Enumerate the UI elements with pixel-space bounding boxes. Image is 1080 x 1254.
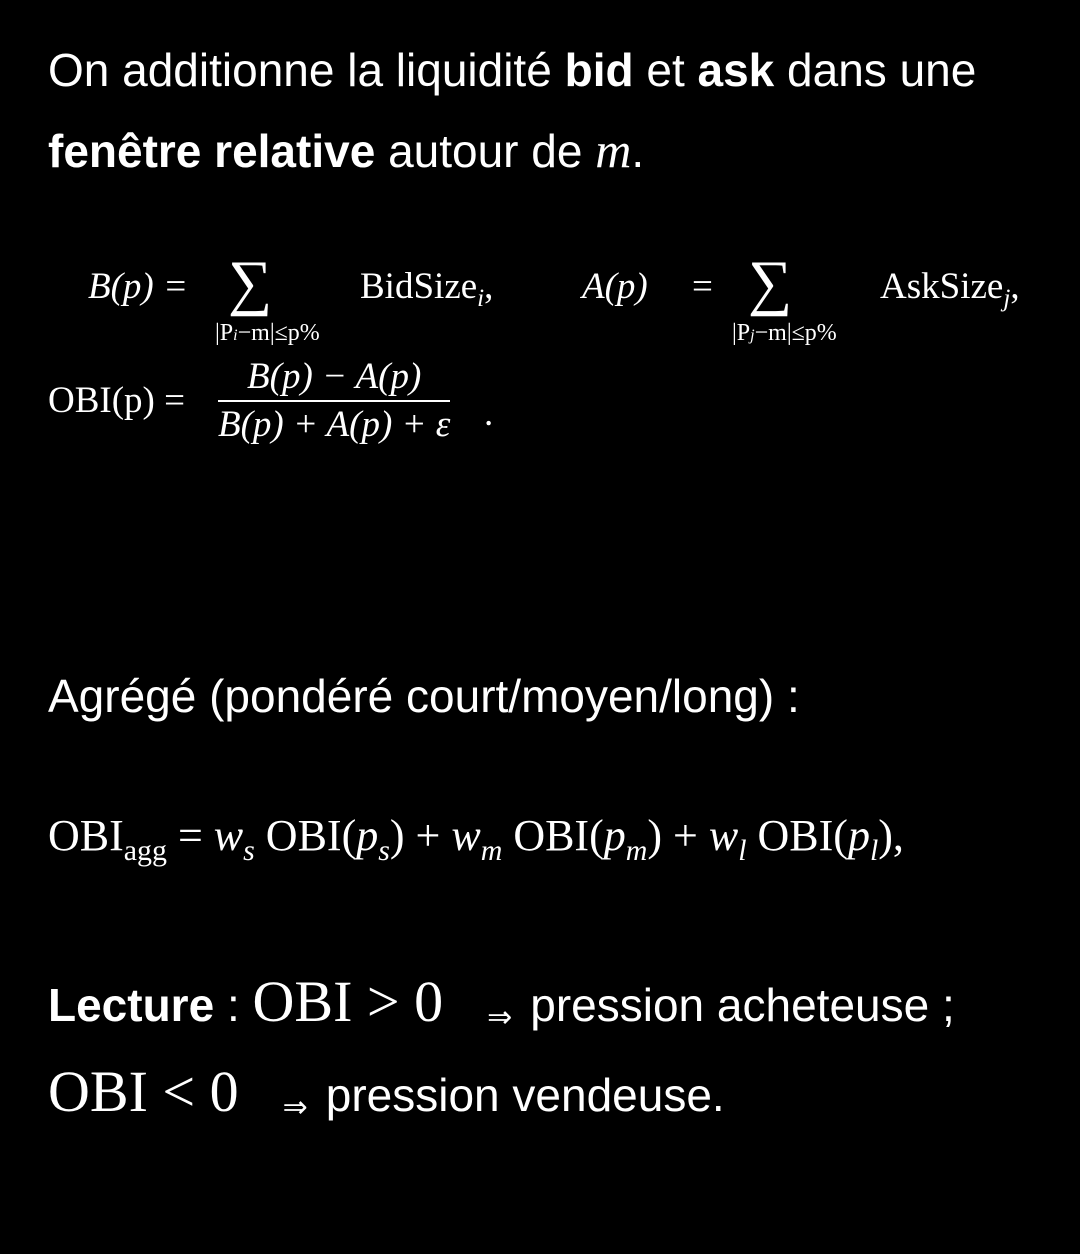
- fraction-bar: [218, 400, 450, 402]
- b-lhs-text: B(p) =: [88, 266, 188, 307]
- b-range-idx: i: [233, 327, 238, 344]
- b-sum-range: [215, 320, 320, 347]
- agg-p2-idx: m: [625, 833, 648, 867]
- reading-paragraph: [48, 962, 1040, 1142]
- a-eq-sign: =: [692, 266, 713, 307]
- agg-obi2: OBI(: [502, 811, 604, 860]
- b-term-idx: i: [477, 285, 485, 313]
- agg-end: ),: [878, 811, 904, 860]
- b-sigma: [228, 249, 273, 317]
- b-range-rest: −m|≤p%: [237, 320, 320, 346]
- implies-arrow-icon: ⇒: [487, 1001, 513, 1034]
- obi-fraction: [218, 358, 450, 443]
- a-term-text: AskSize: [880, 266, 1004, 307]
- agg-p2: p: [603, 811, 626, 860]
- a-sigma-symbol: ∑: [748, 249, 793, 317]
- agg-p3: p: [847, 811, 870, 860]
- agg-w2-idx: m: [480, 833, 503, 867]
- reading-cond-positive: OBI > 0: [252, 969, 444, 1034]
- agg-plus2: ) +: [647, 811, 709, 860]
- obi-lhs: [48, 382, 185, 419]
- a-term-comma: ,: [1010, 266, 1020, 307]
- obi-period: [484, 395, 493, 432]
- agg-w2: w: [451, 811, 481, 860]
- intro-text-5: .: [631, 125, 645, 177]
- aggregate-label-text: Agrégé (pondéré court/moyen/long) :: [48, 670, 800, 722]
- agg-plus1: ) +: [389, 811, 452, 860]
- agg-p3-idx: l: [869, 833, 879, 867]
- agg-eq: =: [166, 811, 214, 860]
- obi-denominator: B(p) + A(p) + ε: [218, 404, 451, 445]
- intro-text-1: On additionne la liquidité: [48, 44, 552, 96]
- a-sum-range: [732, 320, 837, 347]
- a-term: [880, 266, 1020, 313]
- b-term-text: BidSize: [360, 266, 478, 307]
- intro-paragraph: [48, 30, 1040, 191]
- a-range-idx: j: [750, 327, 755, 344]
- implies-arrow-icon: ⇒: [282, 1091, 308, 1124]
- b-range-p: |P: [215, 320, 234, 346]
- agg-sub: agg: [123, 833, 167, 867]
- reading-label: Lecture: [48, 979, 215, 1031]
- agg-w1: w: [213, 811, 244, 860]
- agg-p1: p: [356, 811, 379, 860]
- reading-sell-text: pression vendeuse.: [325, 1069, 725, 1121]
- agg-obi1: OBI(: [254, 811, 357, 860]
- aggregate-label: [48, 656, 1040, 736]
- agg-obi3: OBI(: [746, 811, 848, 860]
- intro-text-2: et: [646, 44, 685, 96]
- a-lhs-text: A(p): [582, 266, 648, 307]
- agg-p1-idx: s: [378, 833, 390, 867]
- b-lhs: [88, 268, 188, 305]
- intro-window: fenêtre relative: [48, 125, 376, 177]
- obi-numerator: B(p) − A(p): [247, 356, 422, 397]
- a-term-idx: j: [1003, 285, 1011, 313]
- agg-w3-idx: l: [738, 833, 747, 867]
- aggregate-formula: [48, 811, 904, 867]
- a-lhs: [582, 268, 648, 305]
- intro-text-4: autour de: [388, 125, 583, 177]
- reading-colon: :: [214, 979, 253, 1031]
- b-term-comma: ,: [484, 266, 494, 307]
- obi-lhs-text: OBI(p) =: [48, 380, 185, 421]
- a-range-p: |P: [732, 320, 751, 346]
- agg-w1-idx: s: [243, 833, 255, 867]
- a-eq: [692, 268, 713, 305]
- a-sigma: [748, 249, 793, 317]
- agg-obi: OBI: [48, 811, 124, 860]
- intro-text-3: dans une: [787, 44, 977, 96]
- intro-var-m: m: [595, 122, 632, 178]
- intro-ask: ask: [697, 44, 775, 96]
- b-sigma-symbol: ∑: [228, 249, 273, 317]
- reading-cond-negative: OBI < 0: [48, 1059, 239, 1124]
- agg-w3: w: [708, 811, 739, 860]
- b-term: [360, 266, 494, 313]
- reading-buy-text: pression acheteuse ;: [530, 979, 955, 1031]
- a-range-rest: −m|≤p%: [754, 320, 837, 346]
- intro-bid: bid: [564, 44, 634, 96]
- obi-period-text: .: [484, 393, 494, 434]
